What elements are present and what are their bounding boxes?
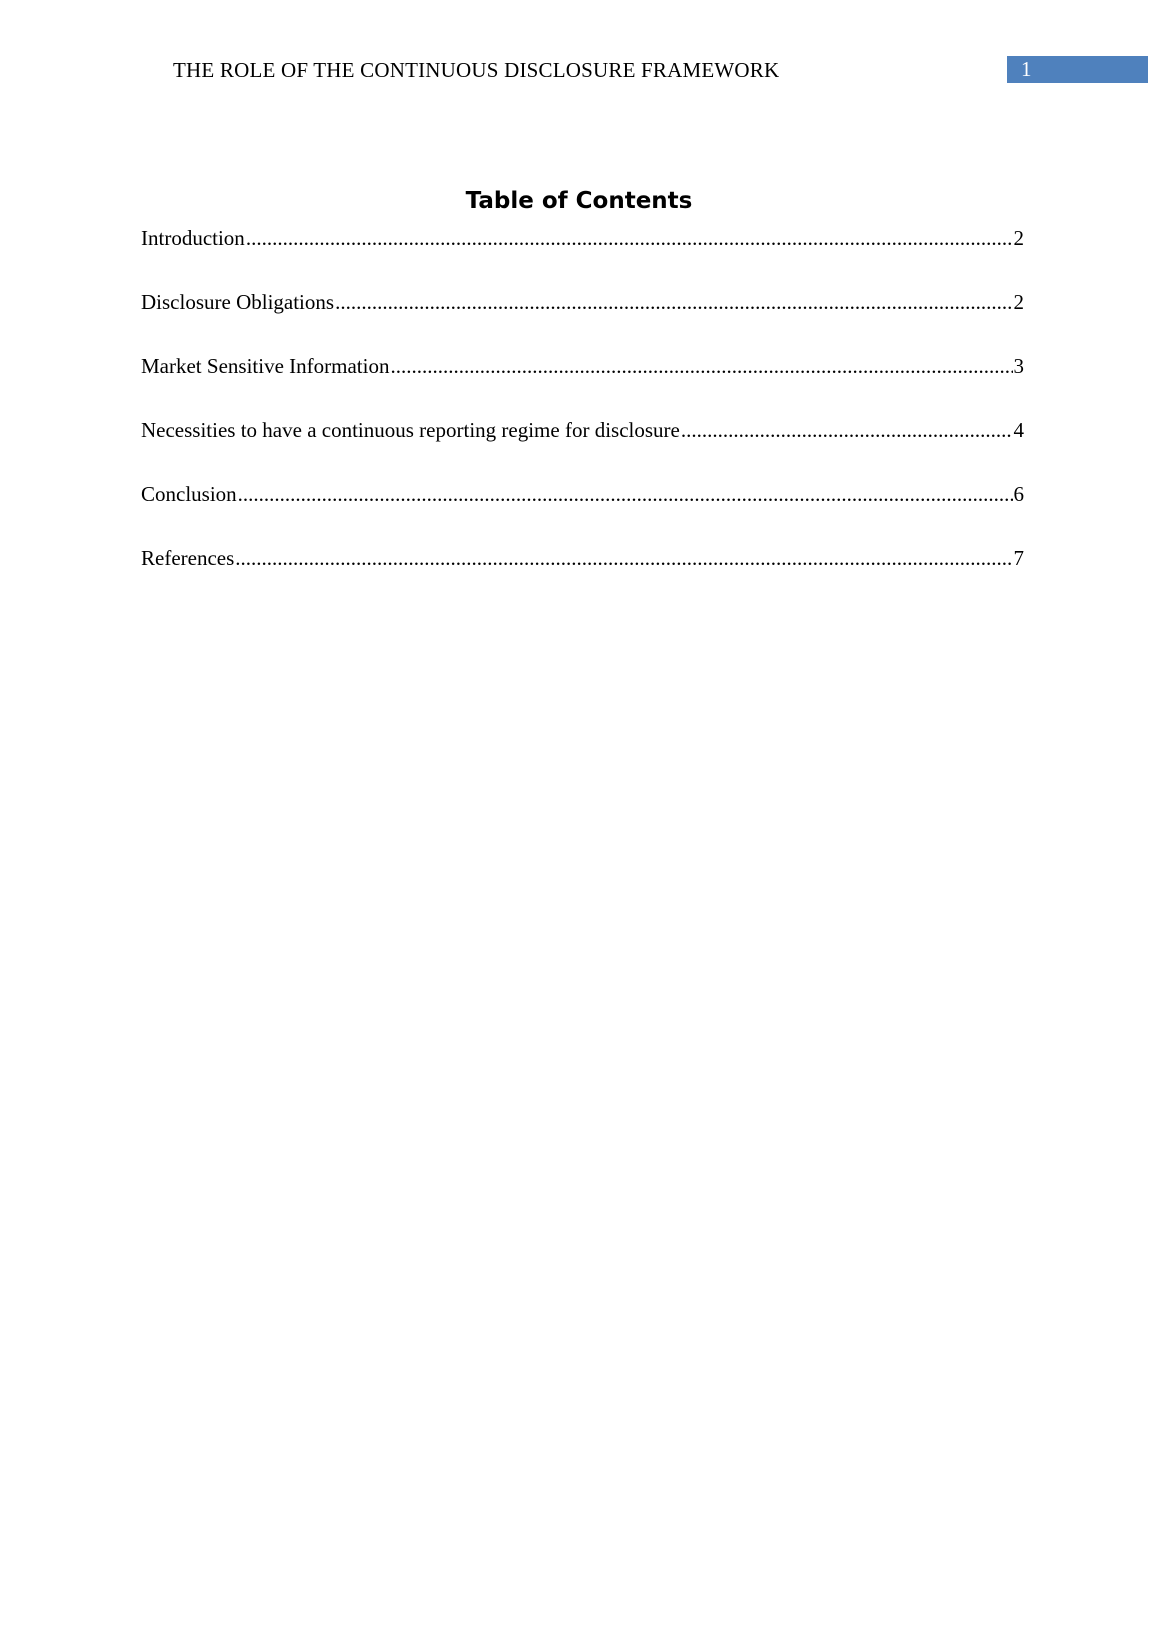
running-head: THE ROLE OF THE CONTINUOUS DISCLOSURE FRAMEWORK bbox=[173, 58, 780, 82]
toc-dot-leader bbox=[235, 545, 1012, 571]
toc-entry-label: Introduction bbox=[141, 226, 245, 250]
toc-entry-market-sensitive-information[interactable] bbox=[141, 353, 1024, 417]
toc-entry-disclosure-obligations[interactable] bbox=[141, 289, 1024, 353]
toc-entry-page: 7 bbox=[1013, 546, 1024, 570]
toc-entry-page: 3 bbox=[1013, 354, 1024, 378]
toc-entry-page: 4 bbox=[1013, 418, 1024, 442]
page-number: 1 bbox=[1021, 57, 1032, 81]
page-number-badge bbox=[1007, 56, 1148, 83]
toc-entry-conclusion[interactable] bbox=[141, 481, 1024, 545]
toc-entry-label: Disclosure Obligations bbox=[141, 290, 335, 314]
toc-dot-leader bbox=[246, 225, 1013, 251]
toc-entry-references[interactable] bbox=[141, 545, 1024, 609]
toc-entry-page: 2 bbox=[1013, 290, 1024, 314]
toc-title: Table of Contents bbox=[465, 188, 693, 214]
toc-dot-leader bbox=[681, 417, 1013, 443]
toc-dot-leader bbox=[390, 353, 1012, 379]
toc-dot-leader bbox=[238, 481, 1013, 507]
toc-entry-label: Market Sensitive Information bbox=[141, 354, 390, 378]
toc-entry-label: References bbox=[141, 546, 235, 570]
toc-entry-introduction[interactable] bbox=[141, 225, 1024, 289]
toc-list bbox=[141, 225, 1024, 609]
toc-entry-necessities[interactable] bbox=[141, 417, 1024, 481]
toc-entry-label: Conclusion bbox=[141, 482, 237, 506]
toc-entry-page: 2 bbox=[1013, 226, 1024, 250]
toc-entry-page: 6 bbox=[1013, 482, 1024, 506]
toc-dot-leader bbox=[335, 289, 1012, 315]
toc-entry-label: Necessities to have a continuous reporting regime for disclosure bbox=[141, 418, 680, 442]
